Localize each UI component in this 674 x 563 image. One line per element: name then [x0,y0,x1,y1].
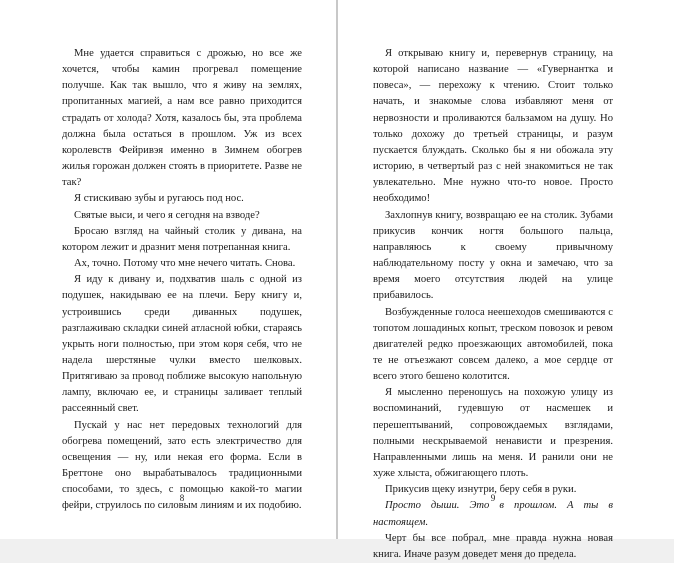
paragraph: Я иду к дивану и, подхватив шаль с одной из подушек, накидываю ее на плечи. Беру книгу и, устроившись среди диванных подушек, разглаживаю складки синей атласной юбки, стараясь укрыть ноги полностью, при этом коря себя, что не надела шерстяные чулки вместо шелковых. Притягиваю за провод поближе высокую напольную лампу, включаю ее, и страницы заливает теплый рассеянный свет. [62,274,302,415]
paragraph: Прикусив щеку изнутри, беру себя в руки. [385,484,577,496]
italic-paragraph: Просто дыши. Это в прошлом. А ты в настоящем. [373,500,613,528]
paragraph: Захлопнув книгу, возвращаю ее на столик. Зубами прикусив кончик ногтя большого пальца, направляюсь к своему привычному наблюдательному посту у окна и замечаю, что за время моего отсутствия людей на улице прибавилось. [373,209,613,302]
paragraph: Я стискиваю зубы и ругаюсь под нос. [74,193,244,205]
paragraph: Бросаю взгляд на чайный столик у дивана, на котором лежит и дразнит меня потрепанная книга. [62,225,302,253]
left-page-text [62,46,302,515]
left-page [0,0,336,539]
right-page [338,0,674,560]
paragraph: Я мысленно переношусь на похожую улицу из воспоминаний, гудевшую от насмешек и перешептываний, сопровождаемых взглядами, полными нескрываемой ненависти и презрения. Направленными лишь на меня. И ранили они не хуже хлыста, обжигающего плоть. [373,387,613,480]
paragraph: Мне удается справиться с дрожью, но все же хочется, чтобы камин прогревал помещение получше. Как так вышло, что я живу на землях, пропитанных магией, а нам все равно приходится страдать от холода? Хотя, казалось бы, эта проблема должна была остаться в прошлом. Уж из всех королевств Фейривэя именно в Зимнем обогрев жилья горожан должен стоять в приоритете. Разве не так? [62,48,302,189]
paragraph: Черт бы все побрал, мне правда нужна новая книга. Иначе разум доведет меня до предела. [373,532,613,560]
page-number-right: 9 [490,493,496,503]
paragraph: Возбужденные голоса неешеходов смешиваются с топотом лошадиных копыт, треском повозок и ревом двигателей редко проезжающих автомобилей, пока те не отъезжают совсем далеко, а мое сердце от всего этого бешено колотится. [373,306,613,383]
paragraph: Я открываю книгу и, перевернув страницу, на которой написано название — «Гувернантка и повеса», — перехожу к чтению. Стоит только начать, и знакомые слова избавляют меня от нервозности и проливаются бальзамом на душу. Но только дохожу до третьей страницы, и разум пускается блуждать. Сколько бы я ни обожала эту историю, в четвертый раз с ней знакомиться не так увлекательно. Мне нужно что-то новое. Просто необходимо! [373,48,613,205]
paragraph: Ах, точно. Потому что мне нечего читать. Снова. [74,258,296,270]
right-page-text [373,46,613,563]
paragraph: Святые выси, и чего я сегодня на взводе? [74,209,260,221]
paragraph: Пускай у нас нет передовых технологий для обогрева помещений, зато есть электричество для освещения — ну, или некая его форма. Если в Бреттоне оно вырабатывалось традиционными способами, то здесь, с помощью какой-то магии фейри, струилось по силовым линиям и их подобию. [62,419,302,512]
page-number-left: 8 [179,493,185,503]
